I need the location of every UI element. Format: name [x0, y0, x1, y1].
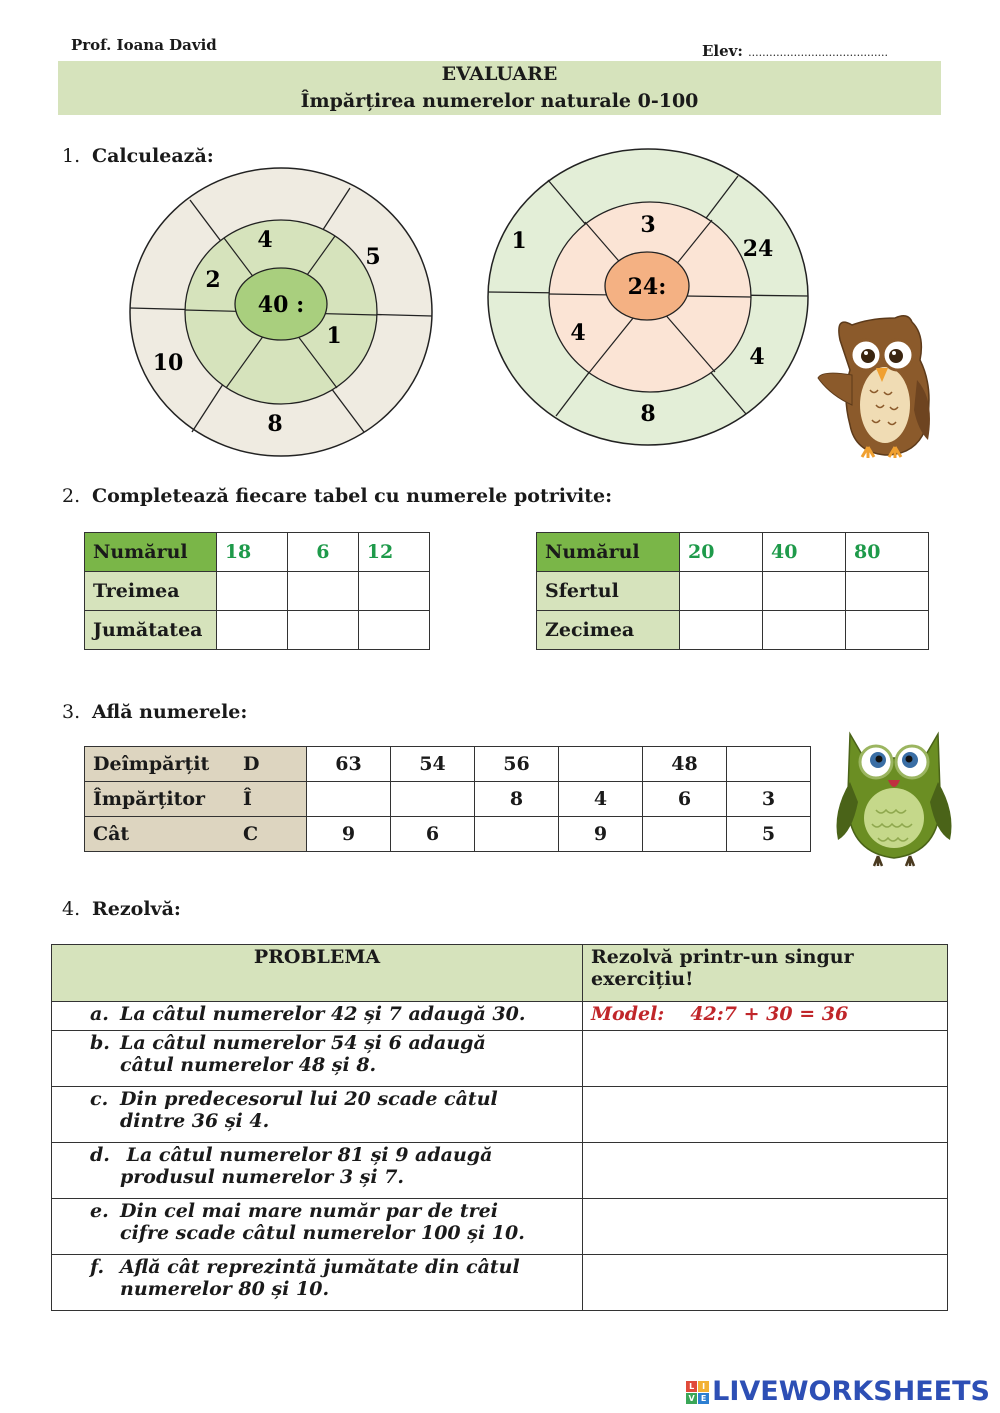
question-title: Află numerele: — [92, 701, 248, 723]
answer-cell[interactable] — [846, 572, 929, 611]
problem-line: Din predecesorul lui 20 scade câtul — [120, 1088, 498, 1110]
wheel-2 — [488, 149, 808, 445]
divisor-row — [85, 782, 811, 817]
table-cell[interactable] — [307, 782, 391, 817]
table-cell[interactable]: 5 — [727, 817, 811, 852]
row-label: Jumătatea — [85, 611, 217, 650]
problem-line: La câtul numerelor 42 și 7 adaugă 30. — [120, 1003, 526, 1025]
answer-cell[interactable] — [583, 1199, 948, 1255]
teacher-name: Prof. Ioana David — [71, 36, 217, 54]
table-cell[interactable]: 9 — [559, 817, 643, 852]
wheel-2-inner-number: 3 — [640, 212, 656, 238]
wheel-1-inner-number: 4 — [257, 227, 273, 253]
model-label: Model: — [591, 1003, 665, 1025]
table-cell[interactable]: 4 — [559, 782, 643, 817]
wheel-2-outer-number: 24 — [742, 236, 774, 262]
question-4-heading — [62, 898, 181, 920]
table-cell[interactable] — [391, 782, 475, 817]
question-number: 2. — [62, 485, 81, 507]
row-letter: Î — [243, 788, 252, 810]
wheel-2-center-label: 24: — [627, 274, 667, 300]
problem-letter: e. — [90, 1200, 109, 1222]
row-label — [85, 782, 307, 817]
answer-cell[interactable] — [288, 572, 359, 611]
logo-icon — [686, 1381, 709, 1404]
problem-text — [52, 1031, 583, 1087]
problem-letter: d. — [90, 1144, 110, 1166]
row-letter: D — [243, 753, 260, 775]
problem-row — [52, 1255, 948, 1311]
row-label — [85, 747, 307, 782]
problem-line: câtul numerelor 48 și 8. — [120, 1054, 377, 1076]
problem-row — [52, 1087, 948, 1143]
table-value: 20 — [680, 533, 763, 572]
question-2-heading — [62, 485, 612, 507]
problem-text — [52, 1255, 583, 1311]
problem-line: Din cel mai mare număr par de trei — [120, 1200, 498, 1222]
quotient-row — [85, 817, 811, 852]
model-expression: 42:7 + 30 = 36 — [690, 1003, 849, 1025]
table-cell[interactable]: 6 — [643, 782, 727, 817]
wheel-1-outer-number: 8 — [267, 411, 283, 437]
answer-cell[interactable] — [680, 611, 763, 650]
problem-row — [52, 1199, 948, 1255]
problem-letter: b. — [90, 1032, 110, 1054]
question-3-heading — [62, 701, 247, 723]
fractions-table-right — [536, 532, 929, 650]
answer-cell[interactable] — [583, 1002, 948, 1031]
table-cell[interactable]: 3 — [727, 782, 811, 817]
logo-letter: V — [686, 1393, 697, 1404]
question-title: Rezolvă: — [92, 898, 181, 920]
answer-cell[interactable] — [358, 611, 429, 650]
fractions-table-left — [84, 532, 430, 650]
table-cell[interactable] — [559, 747, 643, 782]
problem-row — [52, 1031, 948, 1087]
problem-line: Află cât reprezintă jumătate din câtul — [120, 1256, 520, 1278]
table-cell[interactable]: 48 — [643, 747, 727, 782]
column-header-problem: PROBLEMA — [52, 945, 583, 1002]
problem-text — [52, 1143, 583, 1199]
division-table — [84, 746, 811, 852]
row-letter: C — [243, 823, 259, 845]
green-owl-image — [832, 722, 956, 872]
brown-owl-image — [818, 316, 930, 458]
problem-letter: a. — [90, 1003, 109, 1025]
student-label: Elev: — [702, 42, 743, 60]
problem-line: La câtul numerelor 81 și 9 adaugă — [120, 1144, 493, 1166]
wheel-2-outer-number: 1 — [511, 228, 527, 254]
table-cell[interactable]: 63 — [307, 747, 391, 782]
problem-row — [52, 1143, 948, 1199]
answer-cell[interactable] — [583, 1143, 948, 1199]
row-label-text: Deîmpărțit — [93, 753, 210, 775]
answer-cell[interactable] — [216, 611, 287, 650]
answer-cell[interactable] — [763, 611, 846, 650]
table-cell[interactable]: 54 — [391, 747, 475, 782]
question-number: 4. — [62, 898, 81, 920]
wheel-2-inner-number: 4 — [570, 320, 586, 346]
row-label-text: Împărțitor — [93, 788, 206, 810]
wheels-figure — [0, 0, 1000, 480]
row-label: Zecimea — [537, 611, 680, 650]
table-value: 80 — [846, 533, 929, 572]
answer-cell[interactable] — [763, 572, 846, 611]
table-cell[interactable]: 56 — [475, 747, 559, 782]
table-value: 18 — [216, 533, 287, 572]
dividend-row — [85, 747, 811, 782]
table-header: Numărul — [85, 533, 217, 572]
answer-cell[interactable] — [216, 572, 287, 611]
wheel-1 — [130, 168, 432, 456]
problem-line: dintre 36 și 4. — [120, 1110, 270, 1132]
problems-table — [51, 944, 948, 1311]
answer-cell[interactable] — [680, 572, 763, 611]
answer-cell[interactable] — [583, 1255, 948, 1311]
problem-letter: c. — [90, 1088, 109, 1110]
logo-letter: I — [698, 1381, 709, 1392]
problem-line: numerelor 80 și 10. — [120, 1278, 330, 1300]
question-number: 3. — [62, 701, 81, 723]
table-value: 6 — [288, 533, 359, 572]
table-cell[interactable]: 6 — [391, 817, 475, 852]
question-title: Calculează: — [92, 145, 214, 167]
row-label: Sfertul — [537, 572, 680, 611]
logo-letter: L — [686, 1381, 697, 1392]
column-header-solve: Rezolvă printr-un singur exercițiu! — [583, 945, 948, 1002]
problem-line: cifre scade câtul numerelor 100 și 10. — [120, 1222, 525, 1244]
answer-cell[interactable] — [288, 611, 359, 650]
problem-row — [52, 1002, 948, 1031]
wheel-1-outer-number: 10 — [152, 350, 184, 376]
wheel-1-center-label: 40 : — [257, 292, 305, 318]
wheel-2-outer-number: 8 — [640, 401, 656, 427]
table-value: 40 — [763, 533, 846, 572]
table-cell[interactable] — [475, 817, 559, 852]
wheel-1-inner-number: 1 — [326, 323, 342, 349]
question-number: 1. — [62, 145, 81, 167]
question-title: Completează fiecare tabel cu numerele potrivite: — [92, 485, 613, 507]
logo-letter: E — [698, 1393, 709, 1404]
row-label-text: Cât — [93, 823, 130, 845]
page-subtitle: Împărțirea numerelor naturale 0-100 — [300, 90, 699, 112]
wheel-2-outer-number: 4 — [749, 344, 765, 370]
answer-cell[interactable] — [358, 572, 429, 611]
answer-cell[interactable] — [846, 611, 929, 650]
row-label — [85, 817, 307, 852]
answer-cell[interactable] — [583, 1031, 948, 1087]
table-cell[interactable] — [727, 747, 811, 782]
table-header: Numărul — [537, 533, 680, 572]
wheel-1-outer-number: 5 — [365, 244, 381, 270]
logo-text: LIVEWORKSHEETS — [712, 1376, 990, 1407]
page-title: EVALUARE — [441, 63, 558, 85]
problem-line: produsul numerelor 3 și 7. — [120, 1166, 405, 1188]
liveworksheets-logo[interactable] — [686, 1376, 990, 1407]
answer-cell[interactable] — [583, 1087, 948, 1143]
table-cell[interactable] — [643, 817, 727, 852]
problem-letter: f. — [90, 1256, 105, 1278]
table-cell[interactable]: 8 — [475, 782, 559, 817]
table-cell[interactable]: 9 — [307, 817, 391, 852]
problem-line: La câtul numerelor 54 și 6 adaugă — [120, 1032, 486, 1054]
wheel-1-inner-number: 2 — [205, 267, 221, 293]
student-dots: ........................................ — [748, 46, 889, 59]
problem-text — [52, 1002, 583, 1031]
row-label: Treimea — [85, 572, 217, 611]
table-value: 12 — [358, 533, 429, 572]
problem-text — [52, 1199, 583, 1255]
problem-text — [52, 1087, 583, 1143]
